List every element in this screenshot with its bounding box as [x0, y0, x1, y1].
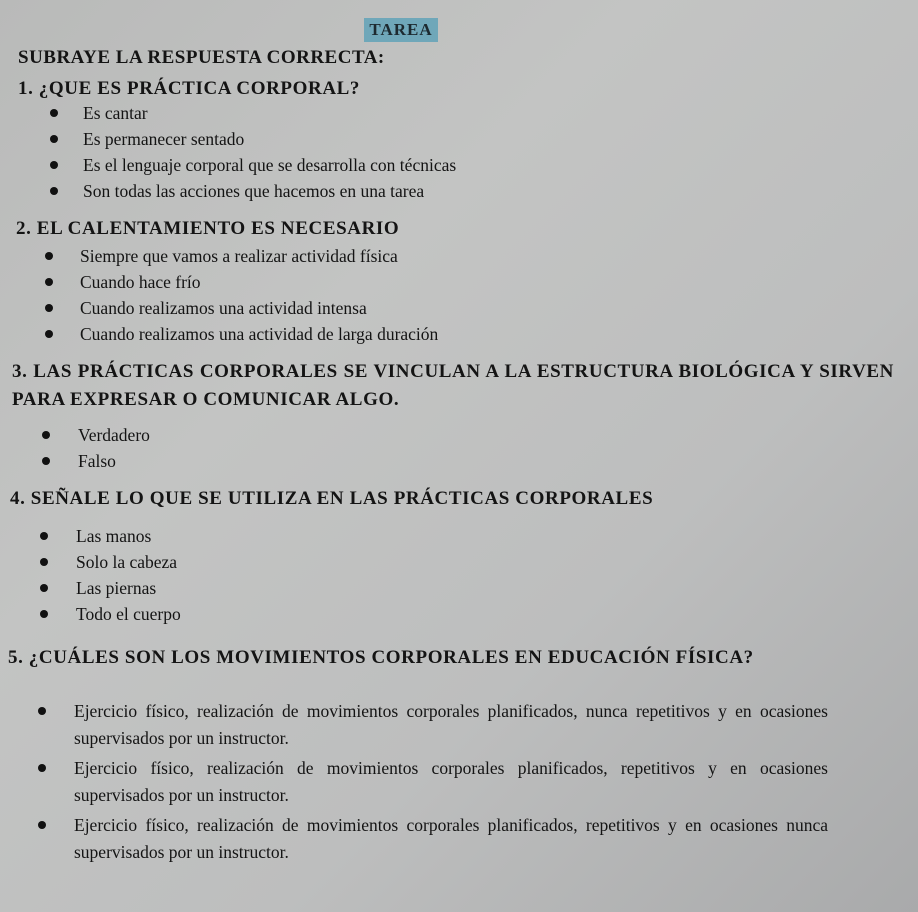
option-item[interactable] — [50, 152, 456, 178]
option-label: Cuando realizamos una actividad intensa — [80, 298, 367, 318]
option-item[interactable] — [50, 178, 456, 204]
question-3-options — [42, 422, 150, 474]
question-2-options — [45, 243, 438, 347]
option-label: Es permanecer sentado — [83, 129, 245, 149]
question-5-options — [38, 698, 828, 866]
option-label: Ejercicio físico, realización de movimientos corporales planificados, repetitivos y en ocasiones nunca supervisados por un instructor. — [74, 815, 828, 862]
question-3: 3. LAS PRÁCTICAS CORPORALES SE VINCULAN A LA ESTRUCTURA BIOLÓGICA Y SIRVEN PARA EXPRESAR O COMUNICAR ALGO. — [12, 361, 894, 410]
option-label: Todo el cuerpo — [76, 604, 181, 624]
bullet-icon — [50, 187, 58, 195]
bullet-icon — [45, 252, 53, 260]
question-2: 2. EL CALENTAMIENTO ES NECESARIO — [16, 218, 400, 239]
option-label: Solo la cabeza — [76, 552, 178, 572]
bullet-icon — [45, 304, 53, 312]
instruction-text: SUBRAYE LA RESPUESTA CORRECTA: — [18, 47, 385, 68]
option-item[interactable] — [50, 100, 456, 126]
option-label: Las piernas — [76, 578, 157, 598]
bullet-icon — [50, 135, 58, 143]
question-5: 5. ¿CUÁLES SON LOS MOVIMIENTOS CORPORALES EN EDUCACIÓN FÍSICA? — [8, 647, 754, 668]
bullet-icon — [40, 532, 48, 540]
option-item[interactable] — [45, 295, 438, 321]
option-label: Cuando hace frío — [80, 272, 201, 292]
option-item[interactable] — [38, 812, 828, 866]
bullet-icon — [38, 707, 46, 715]
option-label: Verdadero — [78, 425, 150, 445]
option-item[interactable] — [42, 422, 150, 448]
question-1: 1. ¿QUE ES PRÁCTICA CORPORAL? — [18, 78, 361, 99]
bullet-icon — [40, 610, 48, 618]
option-label: Falso — [78, 451, 116, 471]
bullet-icon — [38, 764, 46, 772]
option-item[interactable] — [40, 575, 181, 601]
option-label: Es el lenguaje corporal que se desarrolla con técnicas — [83, 155, 457, 175]
option-item[interactable] — [38, 755, 828, 809]
bullet-icon — [45, 330, 53, 338]
bullet-icon — [50, 161, 58, 169]
question-1-options — [50, 100, 456, 204]
option-item[interactable] — [45, 243, 438, 269]
option-label: Son todas las acciones que hacemos en una tarea — [83, 181, 425, 201]
bullet-icon — [45, 278, 53, 286]
question-4: 4. SEÑALE LO QUE SE UTILIZA EN LAS PRÁCTICAS CORPORALES — [10, 488, 654, 509]
option-item[interactable] — [38, 698, 828, 752]
option-item[interactable] — [45, 321, 438, 347]
worksheet-title: TAREA — [364, 18, 438, 42]
question-4-options — [40, 523, 181, 627]
bullet-icon — [42, 431, 50, 439]
option-item[interactable] — [40, 523, 181, 549]
option-item[interactable] — [50, 126, 456, 152]
option-label: Es cantar — [83, 103, 148, 123]
option-item[interactable] — [40, 549, 181, 575]
option-label: Siempre que vamos a realizar actividad física — [80, 246, 398, 266]
option-item[interactable] — [45, 269, 438, 295]
option-label: Las manos — [76, 526, 152, 546]
option-label: Ejercicio físico, realización de movimientos corporales planificados, repetitivos y en ocasiones supervisados por un instructor. — [74, 758, 828, 805]
option-item[interactable] — [40, 601, 181, 627]
option-label: Ejercicio físico, realización de movimientos corporales planificados, nunca repetitivos y en ocasiones supervisados por un instructor. — [74, 701, 828, 748]
option-item[interactable] — [42, 448, 150, 474]
bullet-icon — [38, 821, 46, 829]
option-label: Cuando realizamos una actividad de larga duración — [80, 324, 439, 344]
bullet-icon — [50, 109, 58, 117]
bullet-icon — [40, 584, 48, 592]
bullet-icon — [42, 457, 50, 465]
bullet-icon — [40, 558, 48, 566]
